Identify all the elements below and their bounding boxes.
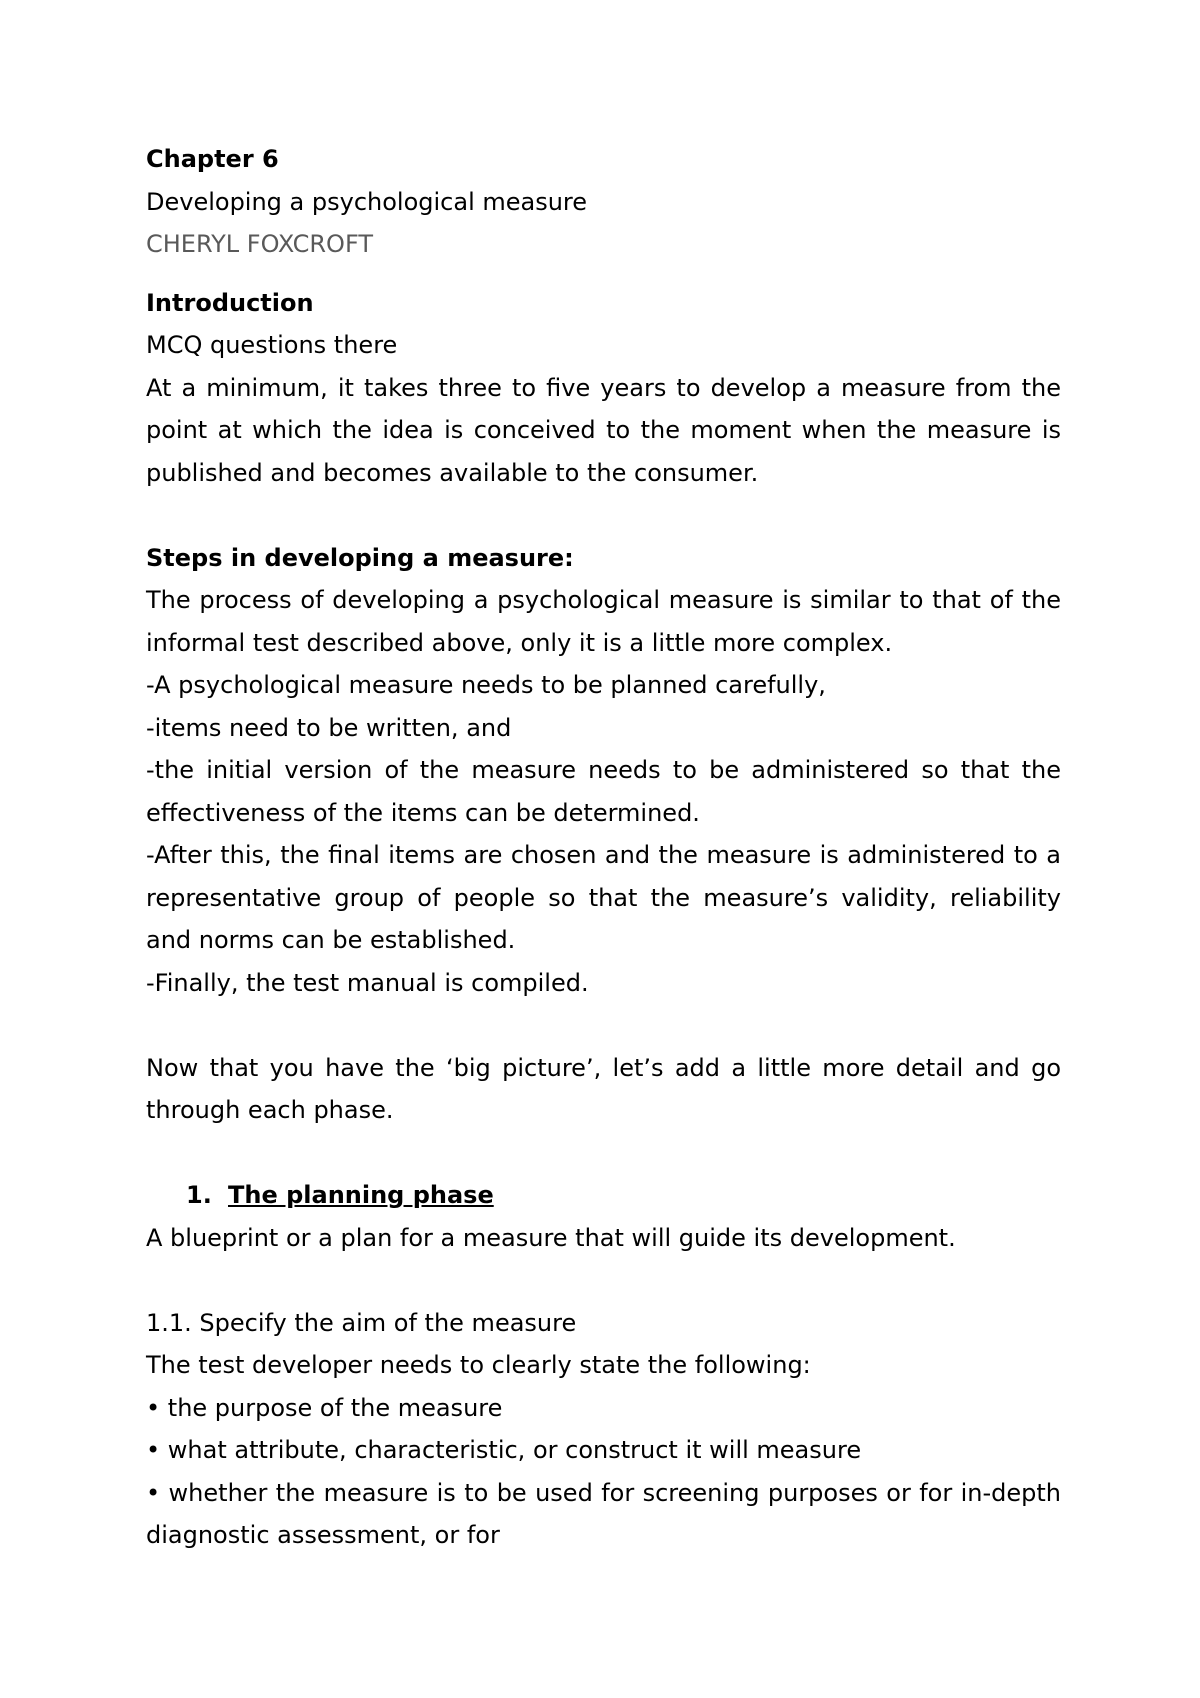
steps-item: -A psychological measure needs to be planned carefully, [146,671,826,699]
steps-paragraph: The process of developing a psychological measure is similar to that of the informal test described above, only it is a little more complex. [146,586,1061,657]
spacer [146,1259,1061,1302]
spacer [146,1132,1061,1175]
phase-heading [146,1174,1061,1217]
steps-closing: Now that you have the ‘big picture’, let’s add a little more detail and go through each phase. [146,1053,1061,1124]
steps-item: -Finally, the test manual is compiled. [146,968,589,997]
phase-description: A blueprint or a plan for a measure that will guide its development. [146,1223,956,1252]
spacer [146,266,1061,282]
steps-item: -the initial version of the measure needs to be administered so that the effectiveness of the items can be determined. [146,756,1061,827]
steps-item: -After this, the final items are chosen and the measure is administered to a representative group of people so that the measure’s validity, reliability and norms can be established. [146,841,1061,954]
bullet-item: • what attribute, characteristic, or construct it will measure [146,1436,862,1464]
phase-number: 1. [186,1181,212,1209]
phase-title: The planning phase [228,1181,494,1209]
bullet-item: • the purpose of the measure [146,1393,503,1422]
spacer [146,494,1061,537]
bullet-item: • whether the measure is to be used for screening purposes or for in-depth diagnostic assessment, or for [146,1478,1061,1549]
steps-heading: Steps in developing a measure: [146,543,574,572]
chapter-heading: Chapter 6 [146,145,279,173]
sub-heading: 1.1. Specify the aim of the measure [146,1308,577,1337]
intro-paragraph: At a minimum, it takes three to five years to develop a measure from the point at which the idea is conceived to the moment when the measure is published and becomes available to the consumer. [146,373,1061,487]
chapter-subtitle: Developing a psychological measure [146,187,588,216]
document-body [146,138,1061,1557]
intro-note: MCQ questions there [146,331,398,359]
spacer [146,1004,1061,1047]
steps-item: -items need to be written, and [146,713,512,742]
intro-heading: Introduction [146,288,314,317]
author-name: CHERYL FOXCROFT [146,230,373,258]
sub-intro: The test developer needs to clearly state the following: [146,1351,811,1379]
